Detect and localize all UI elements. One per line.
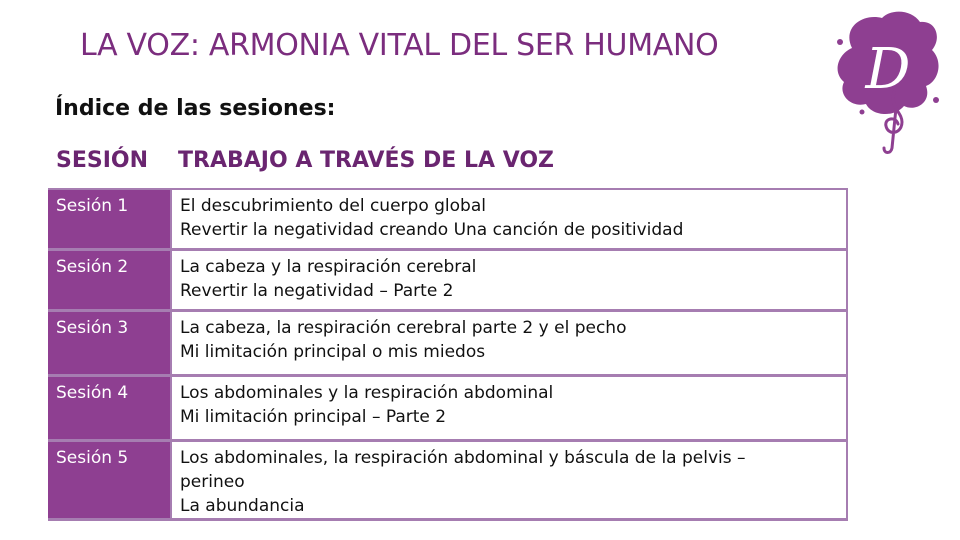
description-line: La abundancia bbox=[180, 496, 305, 516]
description-line: Los abdominales y la respiración abdominal bbox=[180, 383, 554, 403]
table-row bbox=[48, 377, 848, 442]
table-row bbox=[48, 190, 848, 251]
description-line: La cabeza, la respiración cerebral parte 2 y el pecho bbox=[180, 318, 627, 338]
session-description bbox=[170, 190, 848, 248]
column-header-session: SESIÓN bbox=[56, 148, 149, 173]
description-line: El descubrimiento del cuerpo global bbox=[180, 196, 486, 216]
table-row bbox=[48, 251, 848, 312]
description-line: perineo bbox=[180, 472, 245, 492]
session-description bbox=[170, 251, 848, 309]
description-line: Los abdominales, la respiración abdominal y báscula de la pelvis – bbox=[180, 448, 746, 468]
session-description bbox=[170, 312, 848, 374]
d-treble-clef-logo-icon bbox=[832, 8, 944, 158]
description-line: Revertir la negatividad – Parte 2 bbox=[180, 281, 454, 301]
session-label: Sesión 4 bbox=[48, 377, 170, 439]
page-title: LA VOZ: ARMONIA VITAL DEL SER HUMANO bbox=[80, 28, 719, 63]
session-label: Sesión 5 bbox=[48, 442, 170, 518]
description-line: Revertir la negatividad creando Una canción de positividad bbox=[180, 220, 684, 240]
sessions-table bbox=[48, 188, 848, 521]
description-line: Mi limitación principal – Parte 2 bbox=[180, 407, 447, 427]
table-row bbox=[48, 312, 848, 377]
column-header-work: TRABAJO A TRAVÉS DE LA VOZ bbox=[178, 148, 554, 173]
section-subtitle: Índice de las sesiones: bbox=[55, 96, 336, 121]
session-description bbox=[170, 377, 848, 439]
description-line: La cabeza y la respiración cerebral bbox=[180, 257, 477, 277]
description-line: Mi limitación principal o mis miedos bbox=[180, 342, 486, 362]
session-label: Sesión 2 bbox=[48, 251, 170, 309]
session-label: Sesión 3 bbox=[48, 312, 170, 374]
table-row bbox=[48, 442, 848, 521]
session-label: Sesión 1 bbox=[48, 190, 170, 248]
logo-letter: D bbox=[865, 37, 911, 102]
session-description bbox=[170, 442, 848, 518]
